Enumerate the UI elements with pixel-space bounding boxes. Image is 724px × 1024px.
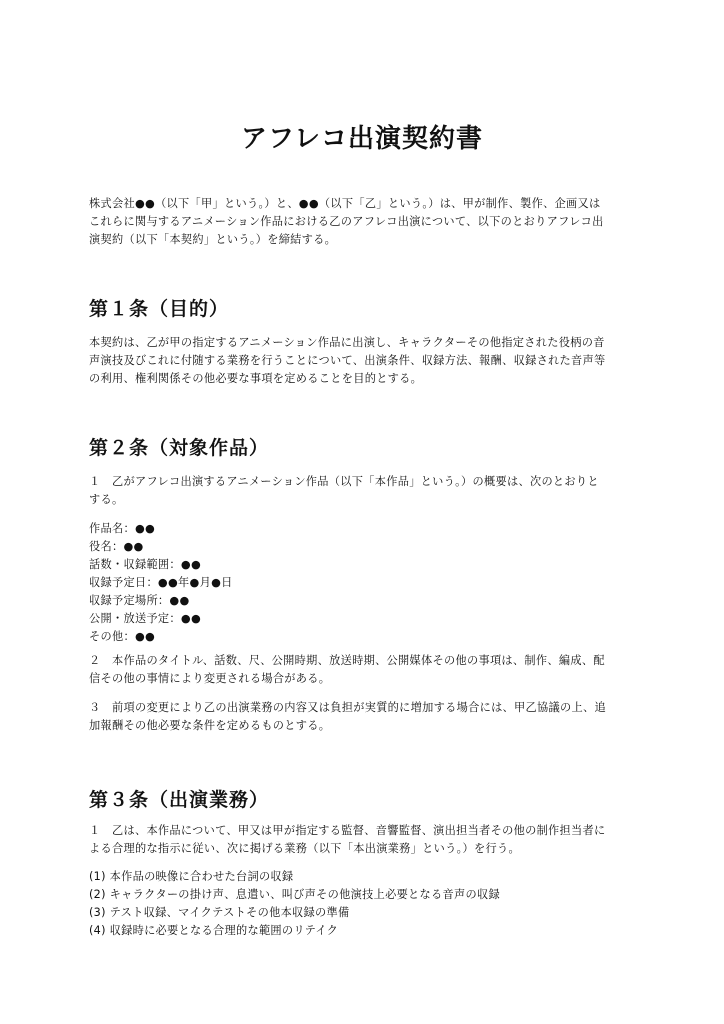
body-line: 加報酬その他必要な条件を定めるものとする。 (89, 719, 331, 732)
list-item: 作品名：●● (89, 522, 156, 535)
article-3-para-1 (89, 822, 639, 858)
body-line: 声演技及びこれに付随する業務を行うことについて、出演条件、収録方法、報酬、収録された音声等 (89, 354, 606, 367)
article-2-para-2 (89, 652, 639, 688)
article-1-heading: 第１条（目的） (89, 298, 230, 320)
article-1-body (89, 334, 639, 388)
body-line: 本契約は、乙が甲の指定するアニメーション作品に出演し、キャラクターその他指定された役柄の音 (89, 336, 605, 349)
list-item: 収録予定日：●●年●月●日 (89, 576, 233, 589)
article-2-overview-list (89, 520, 639, 646)
preamble-line: 株式会社●●（以下「甲」という。）と、●●（以下「乙」という。）は、甲が制作、製作、企画又は (89, 197, 601, 210)
list-item: 公開・放送予定：●● (89, 612, 202, 625)
list-item: 収録予定場所：●● (89, 594, 190, 607)
list-item: (1) 本作品の映像に合わせた台詞の収録 (89, 870, 294, 883)
list-item: (4) 収録時に必要となる合理的な範囲のリテイク (89, 924, 339, 937)
body-line: １ 乙がアフレコ出演するアニメーション作品（以下「本作品」という。）の概要は、次のとおりと (89, 475, 599, 488)
article-2-para-3 (89, 699, 639, 735)
preamble-paragraph (89, 195, 639, 249)
list-item: (3) テスト収録、マイクテストその他本収録の準備 (89, 906, 350, 919)
body-line: １ 乙は、本作品について、甲又は甲が指定する監督、音響監督、演出担当者その他の制作担当者に (89, 824, 606, 837)
preamble-line: 演契約（以下「本契約」という。）を締結する。 (89, 233, 337, 246)
body-line: よる合理的な指示に従い、次に掲げる業務（以下「本出演業務」という。）を行う。 (89, 842, 520, 855)
document-title: アフレコ出演契約書 (241, 124, 483, 154)
list-item: 話数・収録範囲：●● (89, 558, 202, 571)
article-3-task-list (89, 868, 639, 940)
body-line: する。 (89, 493, 124, 506)
body-line: 信その他の事情により変更される場合がある。 (89, 672, 331, 685)
list-item: (2) キャラクターの掛け声、息遣い、叫び声その他演技上必要となる音声の収録 (89, 888, 500, 901)
list-item: 役名：●● (89, 540, 144, 553)
body-line: の利用、権利関係その他必要な事項を定めることを目的とする。 (89, 372, 423, 385)
article-2-para-1 (89, 473, 639, 509)
article-3-heading: 第３条（出演業務） (89, 789, 270, 811)
article-2-heading: 第２条（対象作品） (89, 437, 270, 459)
body-line: ２ 本作品のタイトル、話数、尺、公開時期、放送時期、公開媒体その他の事項は、制作、編成、配 (89, 654, 605, 667)
body-line: ３ 前項の変更により乙の出演業務の内容又は負担が実質的に増加する場合には、甲乙協議の上、追 (89, 701, 606, 714)
list-item: その他：●● (89, 630, 156, 643)
preamble-line: これらに関与するアニメーション作品における乙のアフレコ出演について、以下のとおりアフレコ出 (89, 215, 604, 228)
